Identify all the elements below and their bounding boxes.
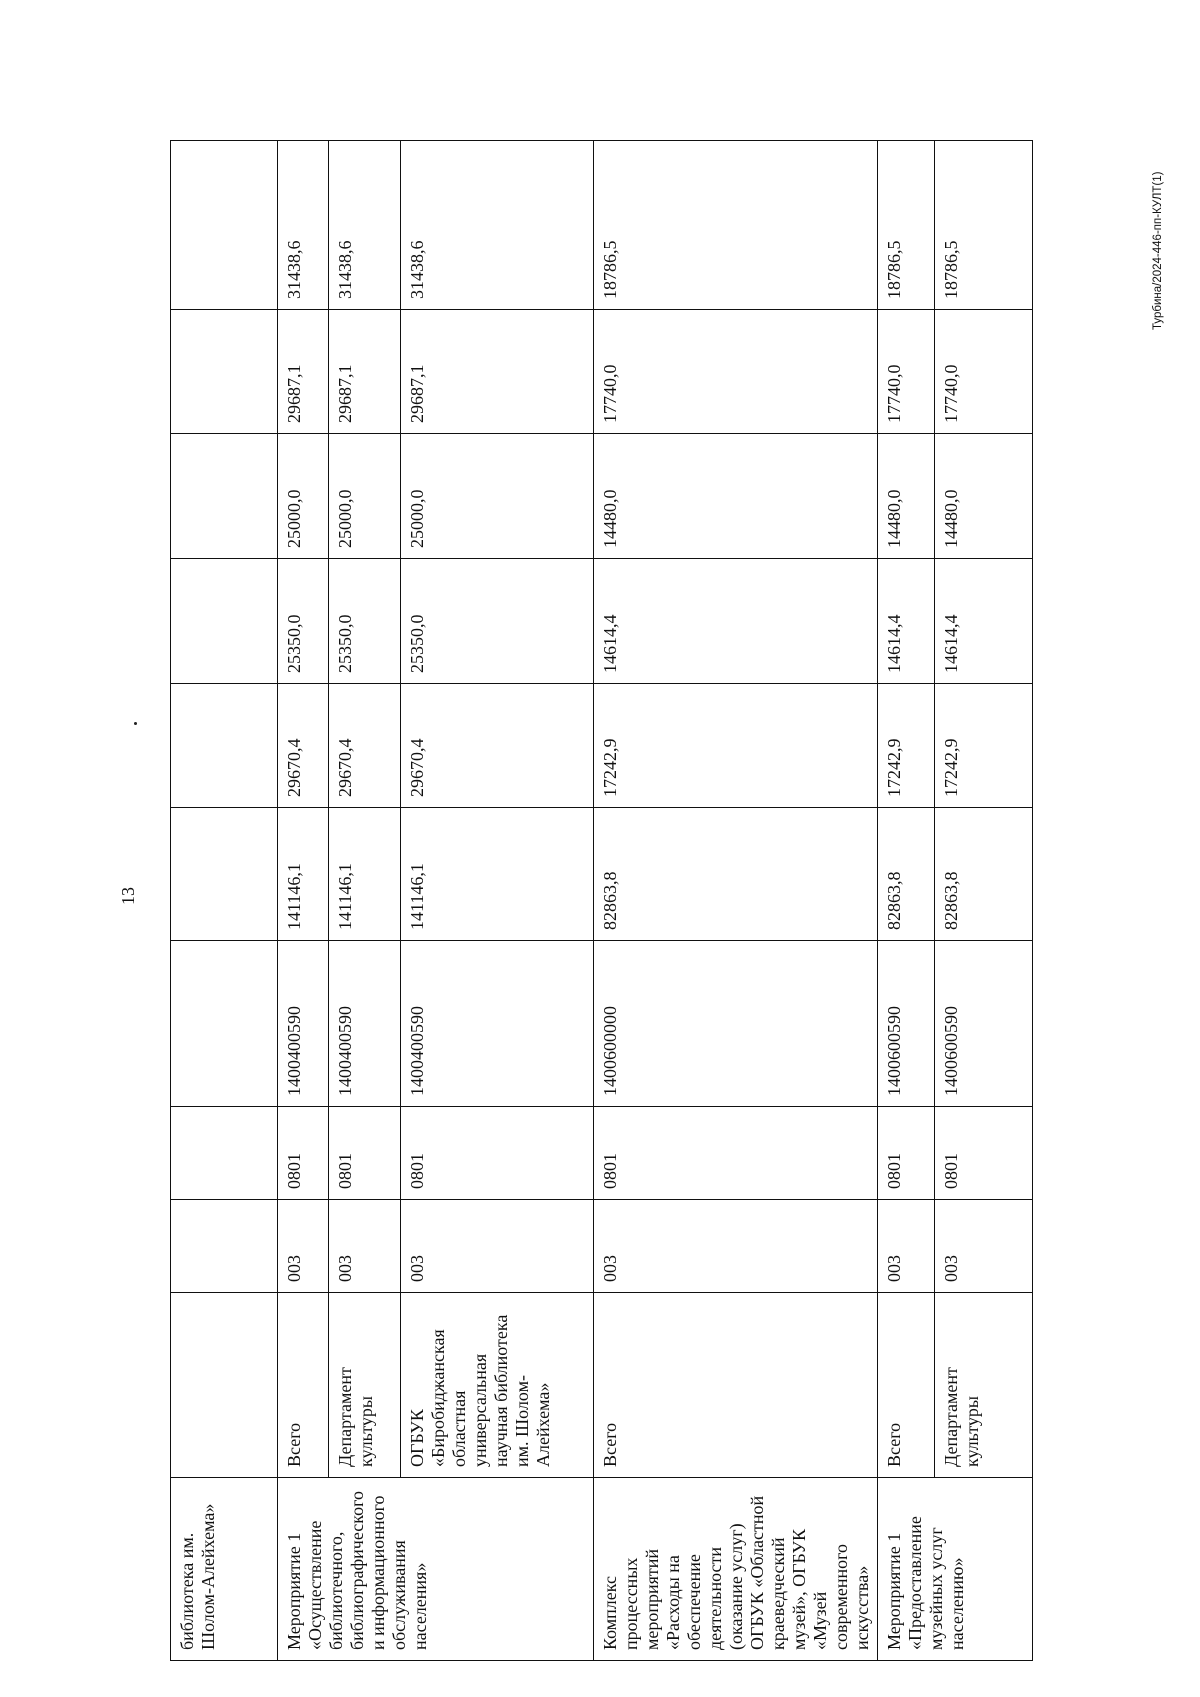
- cell-grbs: 003: [594, 1200, 878, 1293]
- cell-total: 141146,1: [329, 808, 401, 941]
- cell-year-2: [171, 559, 278, 684]
- cell-name: Мероприятие 1 «Осуществление библиотечного, библиографического и информационного обслуживания населения»: [278, 1478, 594, 1661]
- cell-responsible: Департамент культуры: [935, 1293, 1033, 1478]
- cell-year-5: [171, 141, 278, 310]
- cell-responsible: Всего: [878, 1293, 935, 1478]
- table-row: [329, 141, 401, 1661]
- cell-total: 141146,1: [278, 808, 329, 941]
- cell-grbs: 003: [935, 1200, 1033, 1293]
- cell-responsible: Всего: [594, 1293, 878, 1478]
- cell-name: библиотека им. Шолом-Алейхема»: [171, 1478, 278, 1661]
- cell-year-5: 31438,6: [401, 141, 594, 310]
- cell-rzpr: 0801: [278, 1107, 329, 1200]
- cell-year-1: 29670,4: [278, 684, 329, 808]
- cell-responsible: ОГБУК «Биробиджанская областная универсальная научная библиотека им. Шолом-Алейхема»: [401, 1293, 594, 1478]
- cell-year-2: 25350,0: [329, 559, 401, 684]
- cell-csr: 1400400590: [401, 941, 594, 1107]
- cell-grbs: 003: [329, 1200, 401, 1293]
- cell-year-4: 29687,1: [329, 310, 401, 434]
- cell-year-5: 18786,5: [594, 141, 878, 310]
- cell-rzpr: 0801: [878, 1107, 935, 1200]
- cell-year-5: 18786,5: [935, 141, 1033, 310]
- cell-grbs: 003: [878, 1200, 935, 1293]
- cell-year-1: 17242,9: [935, 684, 1033, 808]
- table-row: [278, 141, 329, 1661]
- cell-total: 82863,8: [878, 808, 935, 941]
- cell-csr: 1400600590: [935, 941, 1033, 1107]
- budget-table-rotated: [177, 140, 1033, 1660]
- cell-responsible: [171, 1293, 278, 1478]
- cell-responsible: Департамент культуры: [329, 1293, 401, 1478]
- cell-total: 82863,8: [935, 808, 1033, 941]
- cell-year-5: 31438,6: [329, 141, 401, 310]
- cell-year-2: 14614,4: [878, 559, 935, 684]
- cell-year-3: [171, 434, 278, 559]
- cell-year-1: 29670,4: [329, 684, 401, 808]
- cell-csr: 1400400590: [329, 941, 401, 1107]
- cell-responsible: Всего: [278, 1293, 329, 1478]
- cell-year-2: 14614,4: [935, 559, 1033, 684]
- cell-year-2: 14614,4: [594, 559, 878, 684]
- budget-table: [170, 140, 1033, 1661]
- table-row: [401, 141, 594, 1661]
- cell-year-3: 25000,0: [329, 434, 401, 559]
- cell-year-2: 25350,0: [401, 559, 594, 684]
- cell-year-1: 17242,9: [594, 684, 878, 808]
- cell-year-3: 25000,0: [401, 434, 594, 559]
- cell-rzpr: 0801: [329, 1107, 401, 1200]
- cell-year-4: 17740,0: [878, 310, 935, 434]
- table-row: [935, 141, 1033, 1661]
- stray-dot: [134, 722, 137, 725]
- cell-total: [171, 808, 278, 941]
- cell-name: Мероприятие 1 «Предоставление музейных услуг населению»: [878, 1478, 1033, 1661]
- table-row: [878, 141, 935, 1661]
- cell-year-4: 29687,1: [278, 310, 329, 434]
- cell-year-4: 29687,1: [401, 310, 594, 434]
- cell-year-5: 18786,5: [878, 141, 935, 310]
- cell-year-4: [171, 310, 278, 434]
- cell-year-3: 14480,0: [935, 434, 1033, 559]
- cell-name: Комплекс процессных мероприятий «Расходы на обеспечение деятельности (оказание услуг) ОГБУК «Областной краеведческий музей», ОГБУК «Музей современного искусства»: [594, 1478, 878, 1661]
- cell-csr: [171, 941, 278, 1107]
- cell-csr: 1400600590: [878, 941, 935, 1107]
- cell-year-3: 14480,0: [878, 434, 935, 559]
- table-row: [594, 141, 878, 1661]
- page-number: 13: [118, 887, 138, 905]
- document-id-footer: Турбина/2024-446-пп-КУЛТ(1): [1152, 171, 1164, 330]
- cell-year-4: 17740,0: [594, 310, 878, 434]
- cell-grbs: 003: [278, 1200, 329, 1293]
- cell-year-3: 14480,0: [594, 434, 878, 559]
- table-row: [171, 141, 278, 1661]
- cell-csr: 1400400590: [278, 941, 329, 1107]
- cell-year-1: 29670,4: [401, 684, 594, 808]
- cell-year-3: 25000,0: [278, 434, 329, 559]
- cell-year-5: 31438,6: [278, 141, 329, 310]
- cell-year-1: [171, 684, 278, 808]
- cell-total: 82863,8: [594, 808, 878, 941]
- cell-rzpr: [171, 1107, 278, 1200]
- cell-rzpr: 0801: [401, 1107, 594, 1200]
- cell-total: 141146,1: [401, 808, 594, 941]
- cell-year-1: 17242,9: [878, 684, 935, 808]
- cell-grbs: 003: [401, 1200, 594, 1293]
- cell-csr: 1400600000: [594, 941, 878, 1107]
- cell-year-4: 17740,0: [935, 310, 1033, 434]
- cell-year-2: 25350,0: [278, 559, 329, 684]
- cell-rzpr: 0801: [594, 1107, 878, 1200]
- cell-rzpr: 0801: [935, 1107, 1033, 1200]
- cell-grbs: [171, 1200, 278, 1293]
